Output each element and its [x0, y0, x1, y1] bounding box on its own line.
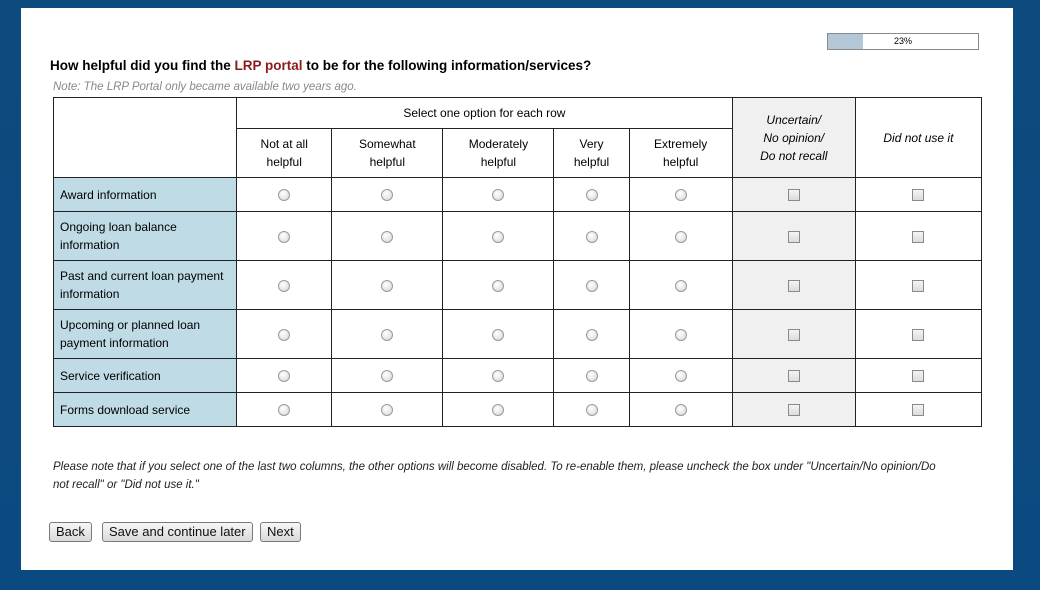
rating-radio[interactable]	[381, 404, 393, 416]
rating-radio[interactable]	[675, 329, 687, 341]
rating-radio[interactable]	[381, 280, 393, 292]
radio-cell	[629, 261, 732, 310]
radio-cell	[629, 310, 732, 359]
table-row	[54, 393, 982, 427]
rating-grid	[53, 97, 982, 427]
save-continue-later-button[interactable]: Save and continue later	[102, 522, 253, 542]
uncertain-checkbox[interactable]	[788, 231, 800, 243]
footnote: Please note that if you select one of the last two columns, the other options will become disabled. To re-enable them, please uncheck the box under "Uncertain/No opinion/Do not recall" or "Did not use it."	[53, 461, 936, 491]
did-not-use-checkbox[interactable]	[912, 189, 924, 201]
question-note: Note: The LRP Portal only became available two years ago.	[53, 81, 357, 93]
radio-cell	[443, 393, 554, 427]
uncertain-checkbox[interactable]	[788, 404, 800, 416]
rating-radio[interactable]	[675, 231, 687, 243]
column-header: Moderately helpful	[443, 129, 554, 178]
uncertain-header-line2: No opinion/	[763, 130, 825, 145]
row-label: Upcoming or planned loan payment information	[54, 310, 237, 359]
radio-cell	[237, 261, 332, 310]
radio-cell	[332, 310, 443, 359]
uncertain-cell	[732, 359, 855, 393]
rating-radio[interactable]	[278, 189, 290, 201]
did-not-use-cell	[855, 359, 981, 393]
question-highlight: LRP portal	[234, 58, 303, 73]
column-header: Very helpful	[554, 129, 629, 178]
rating-radio[interactable]	[278, 231, 290, 243]
rating-radio[interactable]	[586, 231, 598, 243]
uncertain-cell	[732, 261, 855, 310]
row-label: Past and current loan payment information	[54, 261, 237, 310]
radio-cell	[629, 212, 732, 261]
rating-radio[interactable]	[586, 370, 598, 382]
did-not-use-header: Did not use it	[855, 98, 981, 178]
row-label: Service verification	[54, 359, 237, 393]
radio-cell	[237, 310, 332, 359]
radio-cell	[554, 359, 629, 393]
did-not-use-cell	[855, 212, 981, 261]
radio-cell	[443, 310, 554, 359]
rating-radio[interactable]	[586, 329, 598, 341]
question-title	[50, 58, 591, 73]
radio-cell	[629, 359, 732, 393]
progress-label: 23%	[893, 36, 912, 46]
uncertain-cell	[732, 178, 855, 212]
survey-panel	[21, 8, 1013, 570]
question-prefix: How helpful did you find the	[50, 58, 235, 73]
table-row	[54, 261, 982, 310]
radio-cell	[554, 310, 629, 359]
rating-radio[interactable]	[381, 189, 393, 201]
group-header: Select one option for each row	[237, 98, 733, 129]
rating-radio[interactable]	[492, 370, 504, 382]
radio-cell	[554, 212, 629, 261]
radio-cell	[237, 212, 332, 261]
did-not-use-checkbox[interactable]	[912, 370, 924, 382]
rating-radio[interactable]	[278, 370, 290, 382]
radio-cell	[332, 261, 443, 310]
radio-cell	[443, 212, 554, 261]
did-not-use-cell	[855, 310, 981, 359]
uncertain-checkbox[interactable]	[788, 280, 800, 292]
rating-radio[interactable]	[492, 231, 504, 243]
radio-cell	[332, 393, 443, 427]
row-label: Award information	[54, 178, 237, 212]
uncertain-cell	[732, 310, 855, 359]
rating-radio[interactable]	[278, 404, 290, 416]
question-suffix: to be for the following information/services?	[302, 58, 592, 73]
column-header: Extremely helpful	[629, 129, 732, 178]
uncertain-header	[732, 98, 855, 178]
grid-corner	[54, 98, 237, 178]
uncertain-checkbox[interactable]	[788, 329, 800, 341]
rating-radio[interactable]	[492, 404, 504, 416]
table-row	[54, 359, 982, 393]
table-row	[54, 178, 982, 212]
radio-cell	[332, 212, 443, 261]
back-button[interactable]: Back	[49, 522, 92, 542]
rating-radio[interactable]	[492, 329, 504, 341]
rating-radio[interactable]	[381, 370, 393, 382]
rating-radio[interactable]	[675, 370, 687, 382]
uncertain-checkbox[interactable]	[788, 370, 800, 382]
column-header: Somewhat helpful	[332, 129, 443, 178]
radio-cell	[629, 393, 732, 427]
did-not-use-cell	[855, 393, 981, 427]
row-label: Forms download service	[54, 393, 237, 427]
did-not-use-checkbox[interactable]	[912, 404, 924, 416]
uncertain-header-line1: Uncertain/	[766, 112, 822, 127]
rating-radio[interactable]	[278, 280, 290, 292]
table-row	[54, 212, 982, 261]
radio-cell	[332, 359, 443, 393]
uncertain-cell	[732, 393, 855, 427]
radio-cell	[443, 261, 554, 310]
rating-radio[interactable]	[492, 280, 504, 292]
radio-cell	[443, 359, 554, 393]
uncertain-checkbox[interactable]	[788, 189, 800, 201]
rating-radio[interactable]	[675, 280, 687, 292]
rating-radio[interactable]	[381, 231, 393, 243]
radio-cell	[443, 178, 554, 212]
rating-radio[interactable]	[675, 189, 687, 201]
uncertain-cell	[732, 212, 855, 261]
did-not-use-checkbox[interactable]	[912, 280, 924, 292]
rating-radio[interactable]	[492, 189, 504, 201]
column-header: Not at all helpful	[237, 129, 332, 178]
radio-cell	[554, 261, 629, 310]
radio-cell	[237, 178, 332, 212]
rating-radio[interactable]	[586, 404, 598, 416]
row-label: Ongoing loan balance information	[54, 212, 237, 261]
radio-cell	[237, 359, 332, 393]
table-row	[54, 310, 982, 359]
rating-radio[interactable]	[675, 404, 687, 416]
uncertain-header-line3: Do not recall	[760, 148, 828, 163]
radio-cell	[554, 178, 629, 212]
radio-cell	[237, 393, 332, 427]
rating-radio[interactable]	[586, 189, 598, 201]
next-button[interactable]: Next	[260, 522, 301, 542]
did-not-use-checkbox[interactable]	[912, 231, 924, 243]
rating-radio[interactable]	[586, 280, 598, 292]
rating-radio[interactable]	[278, 329, 290, 341]
did-not-use-cell	[855, 261, 981, 310]
did-not-use-checkbox[interactable]	[912, 329, 924, 341]
progress-bar	[827, 33, 979, 50]
did-not-use-cell	[855, 178, 981, 212]
radio-cell	[629, 178, 732, 212]
radio-cell	[332, 178, 443, 212]
radio-cell	[554, 393, 629, 427]
rating-radio[interactable]	[381, 329, 393, 341]
